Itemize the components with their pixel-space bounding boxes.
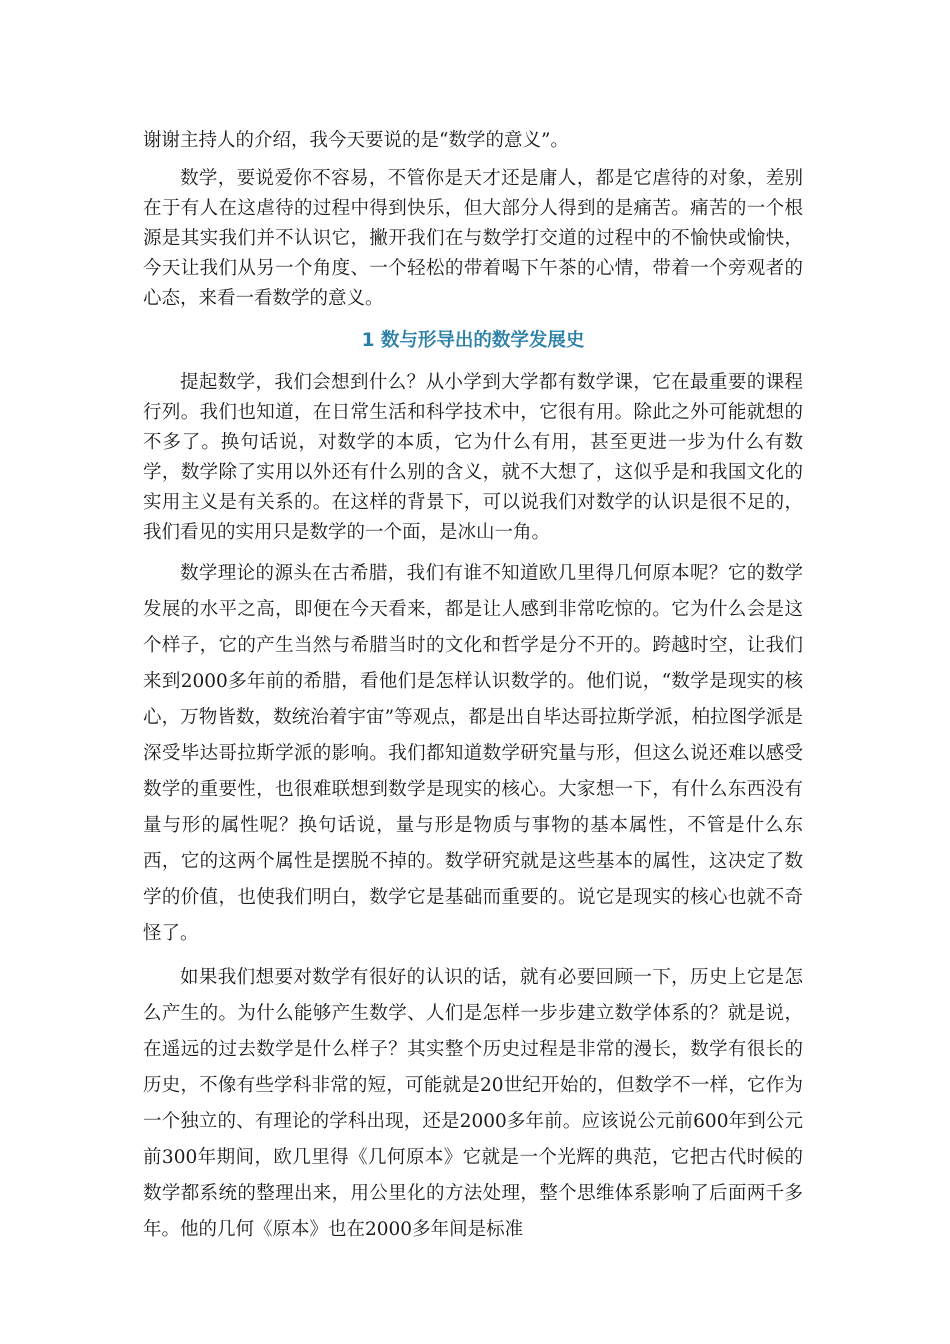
paragraph-4: 如果我们想要对数学有很好的认识的话，就有必要回顾一下，历史上它是怎么产生的。为什么能够产生数学、人们是怎样一步步建立数学体系的？就是说，在遥远的过去数学是什么样子？其实整个历史过程是非常的漫长，数学有很长的历史，不像有些学科非常的短，可能就是20世纪开始的，但数学不一样，它作为一个独立的、有理论的学科出现，还是2000多年前。应该说公元前600年到公元前300年期间，欧几里得《几何原本》它就是一个光辉的典范，它把古代时候的数学都系统的整理出来，用公里化的方法处理，整个思维体系影响了后面两千多年。他的几何《原本》也在2000多年间是标准 <box>143 967 803 1240</box>
paragraph-3: 数学理论的源头在古希腊，我们有谁不知道欧几里得几何原本呢？它的数学发展的水平之高，即便在今天看来，都是让人感到非常吃惊的。它为什么会是这个样子，它的产生当然与希腊当时的文化和哲学是分不开的。跨越时空，让我们来到2000多年前的希腊，看他们是怎样认识数学的。他们说，“数学是现实的核心，万物皆数，数统治着宇宙”等观点，都是出自毕达哥拉斯学派，柏拉图学派是深受毕达哥拉斯学派的影响。我们都知道数学研究量与形，但这么说还难以感受数学的重要性，也很难联想到数学是现实的核心。大家想一下，有什么东西没有量与形的属性呢？换句话说，量与形是物质与事物的基本属性，不管是什么东西，它的这两个属性是摆脱不掉的。数学研究就是这些基本的属性，这决定了数学的价值，也使我们明白，数学它是基础而重要的。说它是现实的核心也就不奇怪了。 <box>143 563 803 944</box>
paragraph-1: 数学，要说爱你不容易，不管你是天才还是庸人，都是它虐待的对象，差别在于有人在这虐待的过程中得到快乐，但大部分人得到的是痛苦。痛苦的一个根源是其实我们并不认识它，撇开我们在与数学打交道的过程中的不愉快或愉快，今天让我们从另一个角度、一个轻松的带着喝下午茶的心情，带着一个旁观者的心态，来看一看数学的意义。 <box>143 168 803 309</box>
spacer <box>143 548 803 556</box>
spacer <box>143 156 803 164</box>
spacer <box>143 952 803 960</box>
spacer <box>143 356 803 368</box>
document-body <box>143 126 803 1248</box>
spacer <box>143 314 803 326</box>
intro-paragraph: 谢谢主持人的介绍，我今天要说的是“数学的意义”。 <box>143 130 569 151</box>
paragraph-2: 提起数学，我们会想到什么？从小学到大学都有数学课，它在最重要的课程行列。我们也知道，在日常生活和科学技术中，它很有用。除此之外可能就想的不多了。换句话说，对数学的本质，它为什么有用，甚至更进一步为什么有数学，数学除了实用以外还有什么别的含义，就不大想了，这似乎是和我国文化的实用主义是有关系的。在这样的背景下，可以说我们对数学的认识是很不足的，我们看见的实用只是数学的一个面，是冰山一角。 <box>143 372 803 543</box>
section-heading: 1 数与形导出的数学发展史 <box>361 330 585 351</box>
